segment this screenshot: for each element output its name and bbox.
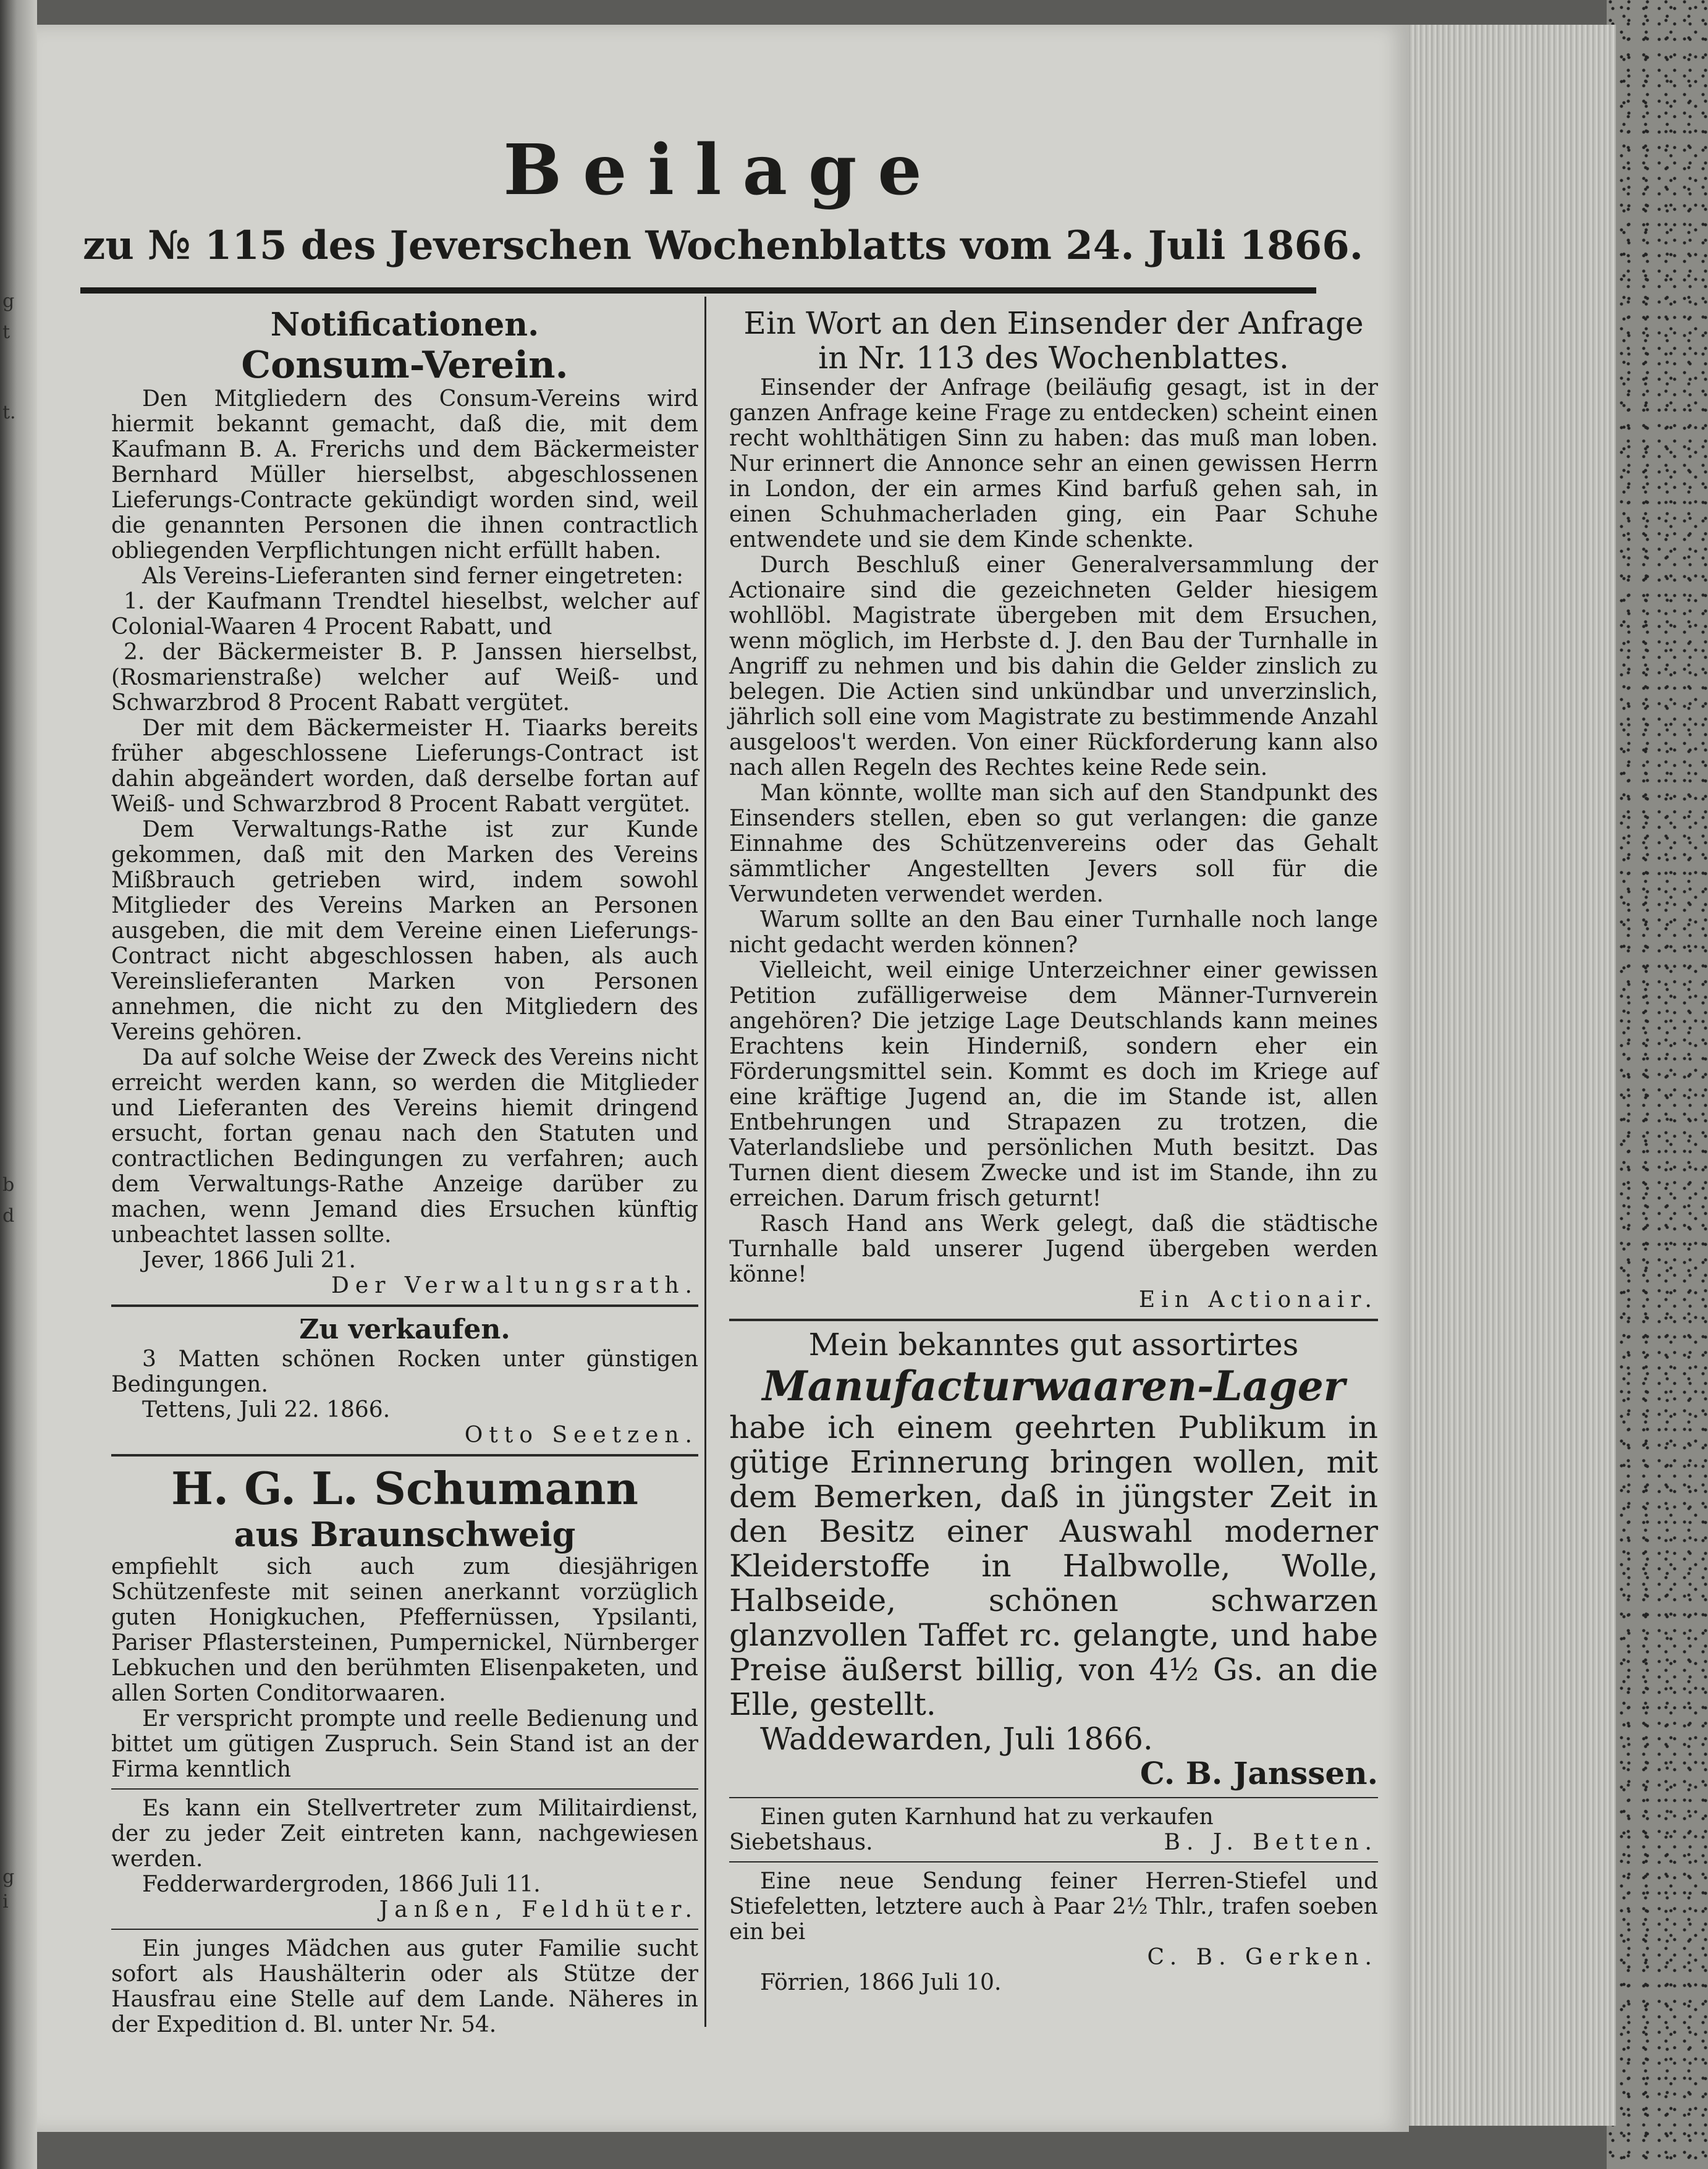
dog-ad-text: Einen guten Karnhund hat zu verkaufen [760,1804,1214,1830]
dog-ad-place: Siebetshaus. [729,1830,873,1855]
margin-letter: t. [2,402,16,423]
margin-letter: i [2,1891,9,1913]
background [1607,0,1708,2169]
consum-date: Jever, 1866 Juli 21. [142,1248,356,1273]
consum-signature: Der Verwaltungsrath. [331,1273,698,1298]
ad-separator [729,1319,1378,1321]
schumann-paragraph: empfiehlt sich auch zum diesjährigen Schützenfeste mit seinen anerkannt vorzüglich guten Honigkuchen, Pfeffernüssen, Ypsilanti, Pariser Pflastersteinen, Pumpernickel, Nürnberger Lebkuchen und den berühmten Elisenpaketen, und allen Sorten Conditorwaaren. [111,1554,698,1706]
reply-paragraph: Einsender der Anfrage (beiläufig gesagt, ist in der ganzen Anfrage keine Frage zu entdecken) scheint einen recht wohlthätigen Sinn zu haben: das muß man loben. Nur erinnert die Annonce sehr an einen gewissen Herrn in London, der ein armes Kind barfuß gehen sah, in einen Schuhmacherladen ging, ein Paar Schuhe entwendete und sie dem Kinde schenkte. [729,375,1378,552]
consum-paragraph: Da auf solche Weise der Zweck des Vereins nicht erreicht werden kann, so werden die Mitglieder und Lieferanten des Vereins hiemit dringend ersucht, fortan genau nach den Statuten und contractlichen Bedingungen zu verfahren; auch dem Verwaltungs-Rathe Anzeige darüber zu machen, wenn Jemand dies Ersuchen künftig unbeachtet lassen sollte. [111,1045,698,1248]
reply-paragraph: Vielleicht, weil einige Unterzeichner einer gewissen Petition zufälligerweise dem Männer-Turnverein angehören? Die jetzige Lage Deutschlands kann meines Erachtens kein Hinderniß, sondern eher ein Förderungsmittel sein. Kommt es doch im Kriege auf eine kräftige Jugend an, die im Stande ist, allen Entbehrungen und Strapazen zu trotzen, die Vaterlandsliebe und persönlichen Muth besitzt. Das Turnen dient diesem Zwecke und ist im Stande, ihn zu erreichen. Darum frisch geturnt! [729,958,1378,1211]
book-page-edges [1406,25,1616,2126]
substitute-signature: Janßen, Feldhüter. [379,1897,698,1922]
consum-list-item: 2. der Bäckermeister B. P. Janssen hierselbst, (Rosmarienstraße) welcher auf Weiß- und Schwarzbrod 8 Procent Rabatt vergütet. [111,640,698,716]
column-divider [704,297,706,2027]
ad-separator [111,1788,698,1790]
margin-letter: g [2,1866,15,1888]
reply-paragraph: Rasch Hand ans Werk gelegt, daß die städtische Turnhalle bald unserer Jugend übergeben werden könne! [729,1211,1378,1287]
manufactory-text: habe ich einem geehrten Publikum in gütige Erinnerung bringen wollen, mit dem Bemerken, daß in jüngster Zeit in den Besitz einer Auswahl moderner Kleiderstoffe in Halbwolle, Wolle, Halbseide, schönen schwarzen glanzvollen Taffet rc. gelangte, und habe Preise äußerst billig, von 4½ Gs. an die Elle, gestellt. [729,1410,1378,1722]
sale-text: 3 Matten schönen Rocken unter günstigen Bedingungen. [111,1347,698,1397]
boots-ad-date: Förrien, 1866 Juli 10. [760,1970,1002,1995]
sale-signature: Otto Seetzen. [464,1423,698,1448]
left-column [111,306,698,2037]
previous-page-margin [0,0,37,2169]
housekeeper-ad: Ein junges Mädchen aus guter Familie sucht sofort als Haushälterin oder als Stütze der Hausfrau eine Stelle auf dem Lande. Näheres in der Expedition d. Bl. unter Nr. 54. [111,1936,698,2037]
reply-paragraph: Warum sollte an den Bau einer Turnhalle noch lange nicht gedacht werden können? [729,907,1378,958]
boots-ad-signature: C. B. Gerken. [1147,1945,1378,1970]
manufactory-intro: Mein bekanntes gut assortirtes [808,1327,1299,1363]
sale-heading: Zu verkaufen. [299,1314,510,1345]
consum-paragraph: Der mit dem Bäckermeister H. Tiaarks bereits früher abgeschlossene Lieferungs-Contract ist dahin abgeändert worden, daß derselbe fortan auf Weiß- und Schwarzbrod 8 Procent Rabatt vergütet. [111,716,698,817]
margin-letter: d [2,1205,15,1227]
right-column [729,306,1378,1995]
consum-paragraph: Den Mitgliedern des Consum-Vereins wird hiermit bekannt gemacht, daß die, mit dem Kaufmann B. A. Frerichs und dem Bäckermeister Bernhard Müller hierselbst, abgeschlossenen Lieferungs-Contracte gekündigt worden sind, weil die genannten Personen die ihnen contractlich obliegenden Verpflichtungen nicht erfüllt haben. [111,386,698,564]
sale-date: Tettens, Juli 22. 1866. [142,1397,391,1423]
boots-ad-text: Eine neue Sendung feiner Herren-Stiefel und Stiefeletten, letztere auch à Paar 2½ Thlr., trafen soeben ein bei [729,1869,1378,1945]
newspaper-page [37,25,1409,2132]
substitute-text: Es kann ein Stellvertreter zum Militairdienst, der zu jeder Zeit eintreten kann, nachgewiesen werden. [111,1796,698,1872]
margin-letter: t [2,321,11,343]
schumann-paragraph: Er verspricht prompte und reelle Bedienung und bittet um gütigen Zuspruch. Sein Stand ist an der Firma kenntlich [111,1706,698,1782]
consum-paragraph: Als Vereins-Lieferanten sind ferner eingetreten: [142,564,683,589]
manufactory-date: Waddewarden, Juli 1866. [760,1721,1153,1757]
ad-separator [729,1861,1378,1862]
ad-separator [729,1797,1378,1798]
manufactory-signature: C. B. Janssen. [1139,1755,1378,1791]
ad-separator [111,1929,698,1930]
consum-paragraph: Dem Verwaltungs-Rathe ist zur Kunde gekommen, daß mit den Marken des Vereins Mißbrauch getrieben wird, indem sowohl Mitglieder des Vereins Marken an Personen ausgeben, die mit dem Vereine einen Lieferungs-Contract nicht abgeschlossen haben, als auch Vereinslieferanten Marken von Personen annehmen, die nicht zu den Mitgliedern des Vereins gehören. [111,817,698,1045]
substitute-date: Fedderwardergroden, 1866 Juli 11. [142,1872,541,1897]
header-rule [80,287,1316,294]
manufactory-title: Manufacturwaaren-Lager [762,1362,1345,1410]
margin-letter: g [2,290,15,312]
schumann-city: aus Braunschweig [234,1515,576,1554]
reply-heading: in Nr. 113 des Wochenblattes. [818,340,1289,376]
reply-signature: Ein Actionair. [1138,1287,1378,1313]
reply-heading: Ein Wort an den Einsender der Anfrage [743,305,1364,341]
ad-separator [111,1304,698,1307]
margin-letter: b [2,1174,15,1196]
dog-ad-signature: B. J. Betten. [1164,1830,1378,1855]
page-subtitle: zu № 115 des Jeverschen Wochenblatts vom 24. Juli 1866. [82,222,1364,269]
consum-list-item: 1. der Kaufmann Trendtel hieselbst, welcher auf Colonial-Waaren 4 Procent Rabatt, und [111,589,698,640]
notifications-heading: Notificationen. [270,306,539,344]
ad-separator [111,1454,698,1457]
dog-ad-line [729,1830,1378,1855]
schumann-name: H. G. L. Schumann [171,1462,639,1515]
reply-paragraph: Man könnte, wollte man sich auf den Standpunkt des Einsenders stellen, eben so gut verlangen: die ganze Einnahme des Schützenvereins oder das Gehalt sämmtlicher Angestellten Jevers soll für die Verwundeten verwendet werden. [729,780,1378,907]
page-title: Beilage [503,130,943,211]
reply-paragraph: Durch Beschluß einer Generalversammlung der Actionaire sind die gezeichneten Gelder hiesigem wohllöbl. Magistrate übergeben mit dem Ersuchen, wenn möglich, im Herbste d. J. den Bau der Turnhalle in Angriff zu nehmen und bis dahin die Gelder zinslich zu belegen. Die Actien sind unkündbar und unverzinslich, jährlich soll eine vom Magistrate zu bestimmende Anzahl ausgeloos't werden. Von einer Rückforderung kann also nach allen Regeln des Rechtes keine Rede sein. [729,552,1378,780]
consum-heading: Consum-Verein. [241,344,569,387]
